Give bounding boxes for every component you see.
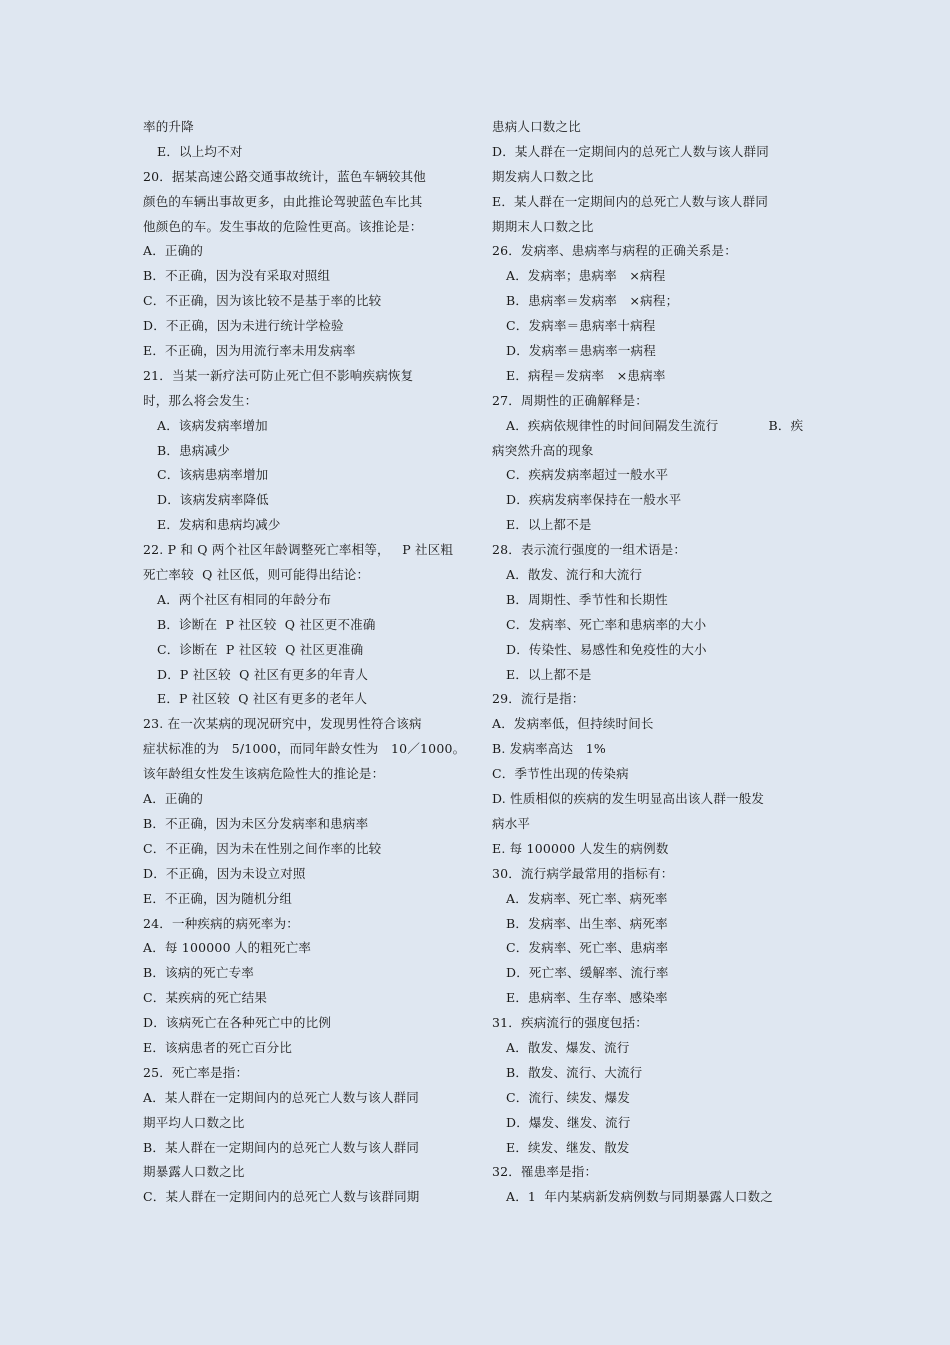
text-line: 期期末人口数之比: [492, 218, 594, 234]
text-line: A．散发、爆发、流行: [506, 1039, 630, 1055]
text-line: D．某人群在一定期间内的总死亡人数与该人群同: [492, 143, 769, 159]
text-line: A．散发、流行和大流行: [506, 567, 643, 583]
text-line: C．流行、续发、爆发: [506, 1089, 631, 1105]
text-line: 患病人口数之比: [492, 119, 581, 134]
text-line: D. 性质相似的疾病的发生明显高出该人群一般发: [492, 791, 765, 807]
text-line: D．该病发病率降低: [157, 492, 269, 508]
text-line: A．某人群在一定期间内的总死亡人数与该人群同: [143, 1089, 419, 1105]
text-line: B．诊断在 P 社区较 Q 社区更不准确: [157, 616, 376, 632]
text-line: C．某人群在一定期间内的总死亡人数与该群同期: [143, 1189, 420, 1205]
text-line: E．发病和患病均减少: [157, 517, 281, 533]
text-line: A．两个社区有相同的年龄分布: [157, 591, 332, 607]
text-line: E．以上均不对: [157, 143, 243, 159]
text-line: C．发病率＝患病率十病程: [506, 318, 656, 334]
text-line: 25．死亡率是指：: [143, 1064, 249, 1080]
text-line: 死亡率较 Q 社区低，则可能得出结论：: [143, 567, 370, 583]
text-line: D．传染性、易感性和免疫性的大小: [506, 641, 707, 657]
text-line: D．死亡率、缓解率、流行率: [506, 965, 669, 981]
text-line: B．周期性、季节性和长期性: [506, 591, 668, 607]
text-line: B．该病的死亡专率: [143, 965, 254, 981]
text-line: 32．罹患率是指：: [492, 1164, 598, 1180]
text-line: E．该病患者的死亡百分比: [143, 1039, 293, 1055]
text-line: E．P 社区较 Q 社区有更多的老年人: [157, 691, 368, 707]
text-line: E．病程＝发病率 ×患病率: [506, 367, 666, 383]
text-line: E．不正确，因为随机分组: [143, 890, 293, 906]
text-line: B．不正确，因为没有采取对照组: [143, 268, 331, 284]
text-line: 28．表示流行强度的一组术语是：: [492, 542, 687, 558]
text-line: 时，那么将会发生：: [143, 392, 258, 408]
text-line: E. 每 100000 人发生的病例数: [492, 840, 669, 856]
text-line: 病水平: [492, 815, 531, 831]
text-line: A．1 年内某病新发病例数与同期暴露人口数之: [506, 1189, 774, 1205]
text-line: A．疾病依规律性的时间间隔发生流行 B．疾: [506, 417, 804, 433]
text-line: B．不正确，因为未区分发病率和患病率: [143, 815, 369, 831]
text-line: A．正确的: [143, 243, 204, 259]
text-line: D．不正确，因为未设立对照: [143, 865, 306, 881]
text-line: D．不正确，因为未进行统计学检验: [143, 318, 344, 334]
right-text-column: [492, 115, 822, 1210]
text-line: 29．流行是指：: [492, 691, 585, 707]
text-line: 22. P 和 Q 两个社区年龄调整死亡率相等， P 社区粗: [143, 542, 454, 558]
text-line: C．某疾病的死亡结果: [143, 990, 268, 1006]
text-line: D．发病率＝患病率一病程: [506, 343, 656, 359]
text-line: C．发病率、死亡率和患病率的大小: [506, 616, 707, 632]
text-line: A．发病率低，但持续时间长: [492, 716, 654, 732]
text-line: B．某人群在一定期间内的总死亡人数与该人群同: [143, 1139, 420, 1155]
text-line: 期平均人口数之比: [143, 1114, 245, 1130]
text-line: E．患病率、生存率、感染率: [506, 990, 668, 1006]
text-line: 率的升降: [143, 119, 194, 134]
text-line: 期暴露人口数之比: [143, 1164, 245, 1180]
text-line: E．续发、继发、散发: [506, 1139, 630, 1155]
text-line: C．诊断在 P 社区较 Q 社区更准确: [157, 641, 364, 657]
text-line: 症状标准的为 5/1000，而同年龄女性为 10／1000。: [143, 741, 466, 757]
text-line: 病突然升高的现象: [492, 442, 594, 458]
text-line: C．疾病发病率超过一般水平: [506, 467, 669, 483]
text-line: 24．一种疾病的病死率为：: [143, 915, 300, 931]
text-line: 30．流行病学最常用的指标有：: [492, 865, 674, 881]
text-line: D．该病死亡在各种死亡中的比例: [143, 1015, 332, 1031]
text-line: C．季节性出现的传染病: [492, 766, 629, 782]
text-line: B．发病率、出生率、病死率: [506, 915, 668, 931]
text-line: C．该病患病率增加: [157, 467, 269, 483]
text-line: 26．发病率、患病率与病程的正确关系是：: [492, 243, 737, 259]
text-line: 31．疾病流行的强度包括：: [492, 1015, 649, 1031]
text-line: A．正确的: [143, 791, 204, 807]
text-line: 27．周期性的正确解释是：: [492, 392, 649, 408]
text-line: A．每 100000 人的粗死亡率: [143, 940, 312, 956]
text-line: B．患病减少: [157, 442, 230, 458]
text-line: B．患病率＝发病率 ×病程；: [506, 293, 679, 309]
text-line: 期发病人口数之比: [492, 168, 594, 184]
text-line: E．某人群在一定期间内的总死亡人数与该人群同: [492, 193, 769, 209]
text-line: 21．当某一新疗法可防止死亡但不影响疾病恢复: [143, 367, 414, 383]
text-line: D．P 社区较 Q 社区有更多的年青人: [157, 666, 369, 682]
text-line: A．发病率；患病率 ×病程: [506, 268, 666, 284]
text-line: 颜色的车辆出事故更多，由此推论驾驶蓝色车比其: [143, 193, 423, 209]
text-line: C．不正确，因为该比较不是基于率的比较: [143, 293, 382, 309]
text-line: A．发病率、死亡率、病死率: [506, 890, 668, 906]
text-line: D．爆发、继发、流行: [506, 1114, 631, 1130]
text-line: 他颜色的车。发生事故的危险性更高。该推论是：: [143, 218, 423, 234]
text-line: 该年龄组女性发生该病危险性大的推论是：: [143, 766, 385, 782]
text-line: B. 发病率高达 1%: [492, 741, 606, 757]
text-line: E．以上都不是: [506, 517, 592, 533]
text-line: A．该病发病率增加: [157, 417, 268, 433]
text-line: 23. 在一次某病的现况研究中，发现男性符合该病: [143, 716, 422, 732]
text-line: E．不正确，因为用流行率未用发病率: [143, 343, 356, 359]
text-line: B．散发、流行、大流行: [506, 1064, 643, 1080]
text-line: 20．据某高速公路交通事故统计，蓝色车辆较其他: [143, 168, 427, 184]
text-line: D．疾病发病率保持在一般水平: [506, 492, 682, 508]
text-line: C．不正确，因为未在性别之间作率的比较: [143, 840, 382, 856]
text-line: C．发病率、死亡率、患病率: [506, 940, 669, 956]
left-text-column: [143, 115, 473, 1210]
text-line: E．以上都不是: [506, 666, 592, 682]
